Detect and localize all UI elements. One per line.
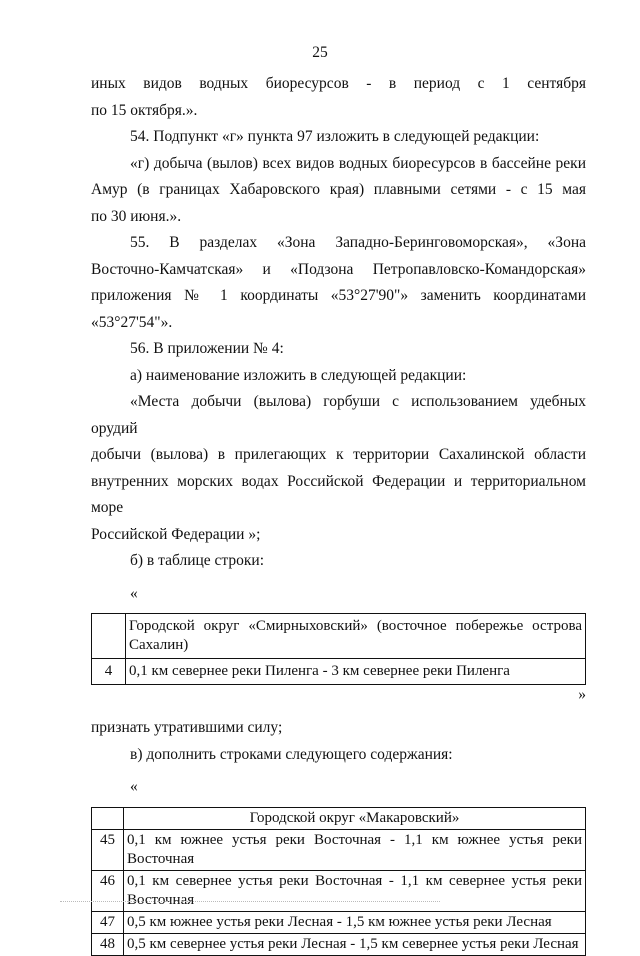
paragraph-55-line: 55. В разделах «Зона Западно-Беринговоморская», «Зона — [130, 234, 586, 251]
paragraph-54: 54. Подпункт «г» пункта 97 изложить в следующей редакции: — [130, 128, 540, 145]
row-text: 0,1 км южнее устья реки Восточная - 1,1 км южнее устья реки Восточная — [124, 829, 586, 870]
table-row — [92, 659, 586, 685]
table-makarovsky — [91, 807, 586, 956]
table-smirnykhovsky — [91, 613, 586, 685]
scan-edge-line — [60, 901, 440, 902]
row-text: 0,1 км севернее реки Пиленга - 3 км севернее реки Пиленга — [126, 659, 586, 685]
table-row — [92, 829, 586, 870]
paragraph-line: по 15 октября.». — [91, 101, 198, 119]
paragraph-line: внутренних морских водах Российской Федерации и территориальном море — [91, 472, 586, 516]
paragraph-line: иных видов водных биоресурсов - в период с 1 сентября — [91, 75, 586, 92]
row-number: 47 — [92, 911, 124, 933]
opening-quote: « — [130, 778, 138, 795]
spacer — [91, 705, 586, 715]
table-cell-empty — [92, 807, 124, 829]
paragraph-line: «Места добычи (вылова) горбуши с использованием удебных орудий — [91, 393, 586, 437]
paragraph-line: приложения № 1 координаты «53°27'90"» заменить координатами — [91, 287, 586, 304]
table-row — [92, 870, 586, 911]
row-text: 0,5 км южнее устья реки Лесная - 1,5 км южнее устья реки Лесная — [124, 911, 586, 933]
row-number: 48 — [92, 933, 124, 955]
page-number: 25 — [312, 44, 328, 61]
table-header-row — [92, 807, 586, 829]
opening-quote: « — [130, 584, 138, 602]
document-body — [91, 71, 586, 956]
paragraph-repealed: признать утратившими силу; — [91, 719, 283, 736]
table-row — [92, 911, 586, 933]
paragraph-item-b: б) в таблице строки: — [130, 552, 265, 569]
paragraph-line: Амур (в границах Хабаровского края) плавными сетями - с 15 мая — [91, 181, 586, 198]
row-number: 4 — [92, 659, 126, 685]
table-header-row — [92, 614, 586, 659]
paragraph-item-c: в) дополнить строками следующего содержания: — [130, 745, 453, 763]
paragraph-line: «53°27'54"». — [91, 313, 173, 331]
row-text: 0,1 км севернее устья реки Восточная - 1,1 км севернее устья реки Восточная — [124, 870, 586, 911]
paragraph-56: 56. В приложении № 4: — [130, 340, 284, 357]
table-header-cell: Городской округ «Макаровский» — [124, 807, 586, 829]
table-header-cell: Городской округ «Смирныховский» (восточное побережье острова Сахалин) — [126, 614, 586, 659]
paragraph-line: по 30 июня.». — [91, 207, 182, 225]
row-text: 0,5 км севернее устья реки Лесная - 1,5 км севернее устья реки Лесная — [124, 933, 586, 955]
paragraph-item-a: а) наименование изложить в следующей редакции: — [130, 366, 467, 384]
closing-quote: » — [578, 686, 586, 703]
row-number: 45 — [92, 829, 124, 870]
paragraph-line: добычи (вылова) в прилегающих к территории Сахалинской области — [91, 446, 586, 463]
table-cell-empty — [92, 614, 126, 659]
paragraph-line: «г) добыча (вылов) всех видов водных биоресурсов в бассейне реки — [130, 154, 586, 172]
paragraph-line: Восточно-Камчатская» и «Подзона Петропавловско-Командорская» — [91, 260, 586, 278]
row-number: 46 — [92, 870, 124, 911]
paragraph-line: Российской Федерации »; — [91, 525, 261, 543]
table-row — [92, 933, 586, 955]
